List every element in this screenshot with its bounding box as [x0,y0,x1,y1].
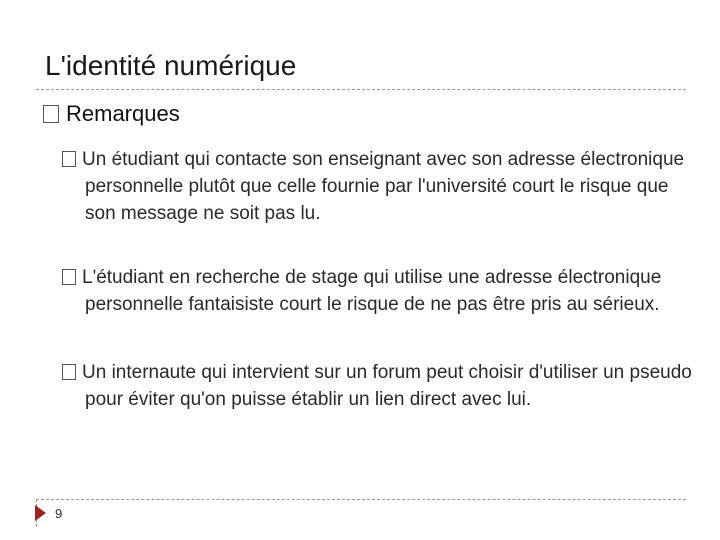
checkbox-square-icon [62,269,76,285]
bullet-item [62,146,692,227]
bullet-item [62,264,692,318]
checkbox-square-icon [62,151,76,167]
bullet-item-wrap [62,146,692,227]
triangle-right-icon [35,505,46,521]
checkbox-square-icon [43,105,59,123]
section-heading-label: Remarques [66,101,180,126]
slide-title: L'identité numérique [45,50,297,81]
bullet-item-wrap [62,359,692,413]
bullet-item-text: Un internaute qui intervient sur un forum peut choisir d'utiliser un pseudo pour éviter qu'on puisse établir un lien direct avec lui. [82,362,692,410]
bullet-item-text: L'étudiant en recherche de stage qui utilise une adresse électronique personnelle fantaisiste court le risque de ne pas être pris au sérieux. [82,267,662,315]
bullet-item-text: Un étudiant qui contacte son enseignant avec son adresse électronique personnelle plutôt que celle fournie par l'université court le risque que son message ne soit pas lu. [82,149,685,224]
footer-divider [36,499,686,500]
bullet-item [62,359,692,413]
checkbox-square-icon [62,364,76,380]
title-divider [36,89,686,90]
bullet-item-wrap [62,264,692,318]
page-number: 9 [55,506,63,521]
section-heading [43,101,180,127]
